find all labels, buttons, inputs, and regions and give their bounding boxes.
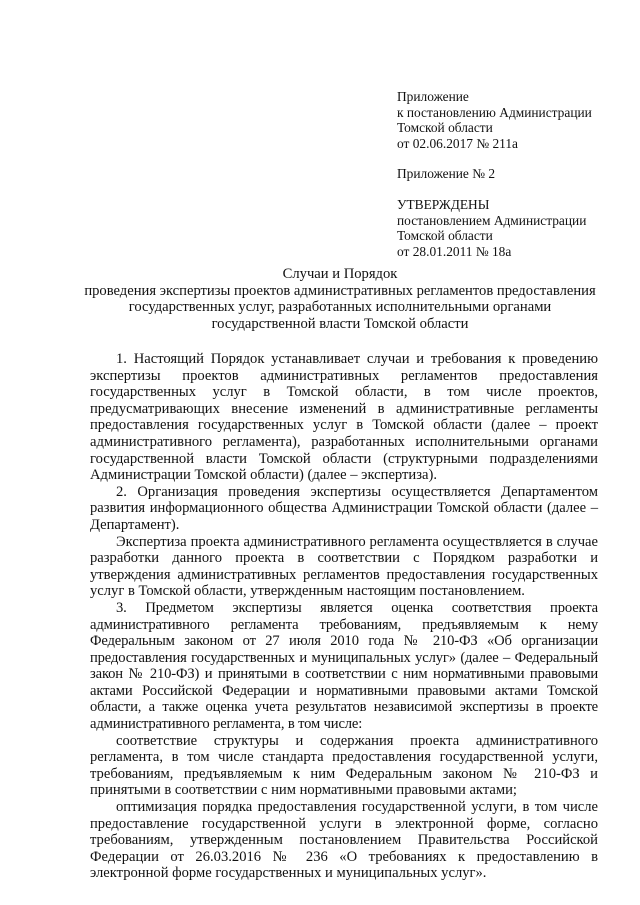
approved-line: Томской области [397,228,493,244]
title-rest: проведения экспертизы проектов административных регламентов предоставления государственных услуг, разработанных исполнительными органами государственной власти Томской области [84,282,596,332]
appendix-line: к постановлению Администрации [397,104,592,120]
paragraph-1: 1. Настоящий Порядок устанавливает случаи и требования к проведению экспертизы проектов административных регламентов предоставления государственных услуг в Томской области, в том числе проектов, предусматривающих внесение изменений в административные регламенты предоставления государственных услуг в Томской области (далее – проект административного регламента), разработанных исполнительными органами государственной власти Томской области (структурными подразделениями Администрации Томской области) (далее – экспертиза). [90,351,598,484]
appendix-line: Томской области [397,120,493,136]
paragraph-2-note: Экспертиза проекта административного регламента осуществляется в случае разработки данного проекта в соответствии с Порядком разработки и утверждения административных регламентов предоставления государственных услуг в Томской области, утвержденным настоящим постановлением. [90,533,598,600]
document-body [90,351,598,882]
approved-line: постановлением Администрации [397,212,587,228]
title-line-1: Случаи и Порядок [282,266,398,282]
approved-line: УТВЕРЖДЕНЫ [397,196,490,212]
header-block [397,89,627,259]
list-item-optimization: оптимизация порядка предоставления государственной услуги, в том числе предоставление государственной услуги в электронной форме, согласно требованиям, утвержденным постановлением Правительства Российской Федерации от 26.03.2016 № 236 «О требованиях к предоставлению в электронной форме государственных и муниципальных услуг». [90,799,598,882]
paragraph-3: 3. Предметом экспертизы является оценка соответствия проекта административного регламента требованиям, предъявляемым к нему Федеральным законом от 27 июля 2010 года № 210-ФЗ «Об организации предоставления государственных и муниципальных услуг» (далее – Федеральный закон № 210-ФЗ) и принятыми в соответствии с ним нормативными правовыми актами Российской Федерации и нормативными правовыми актами Томской области, а также оценка учета результатов независимой экспертизы в проекте административного регламента, в том числе: [90,599,598,733]
list-item-structure: соответствие структуры и содержания проекта административного регламента, в том числе стандарта предоставления государственной услуги, требованиям, предъявляемым к ним Федеральным законом № 210-ФЗ и принятыми в соответствии с ним нормативными правовыми актами; [90,732,598,799]
document-title [80,266,600,332]
appendix-number: Приложение № 2 [397,166,496,182]
appendix-line: от 02.06.2017 № 211а [397,135,518,151]
approved-line: от 28.01.2011 № 18а [397,243,512,259]
paragraph-2: 2. Организация проведения экспертизы осуществляется Департаментом развития информационного общества Администрации Томской области (далее – Департамент). [90,483,598,533]
appendix-line: Приложение [397,89,469,104]
